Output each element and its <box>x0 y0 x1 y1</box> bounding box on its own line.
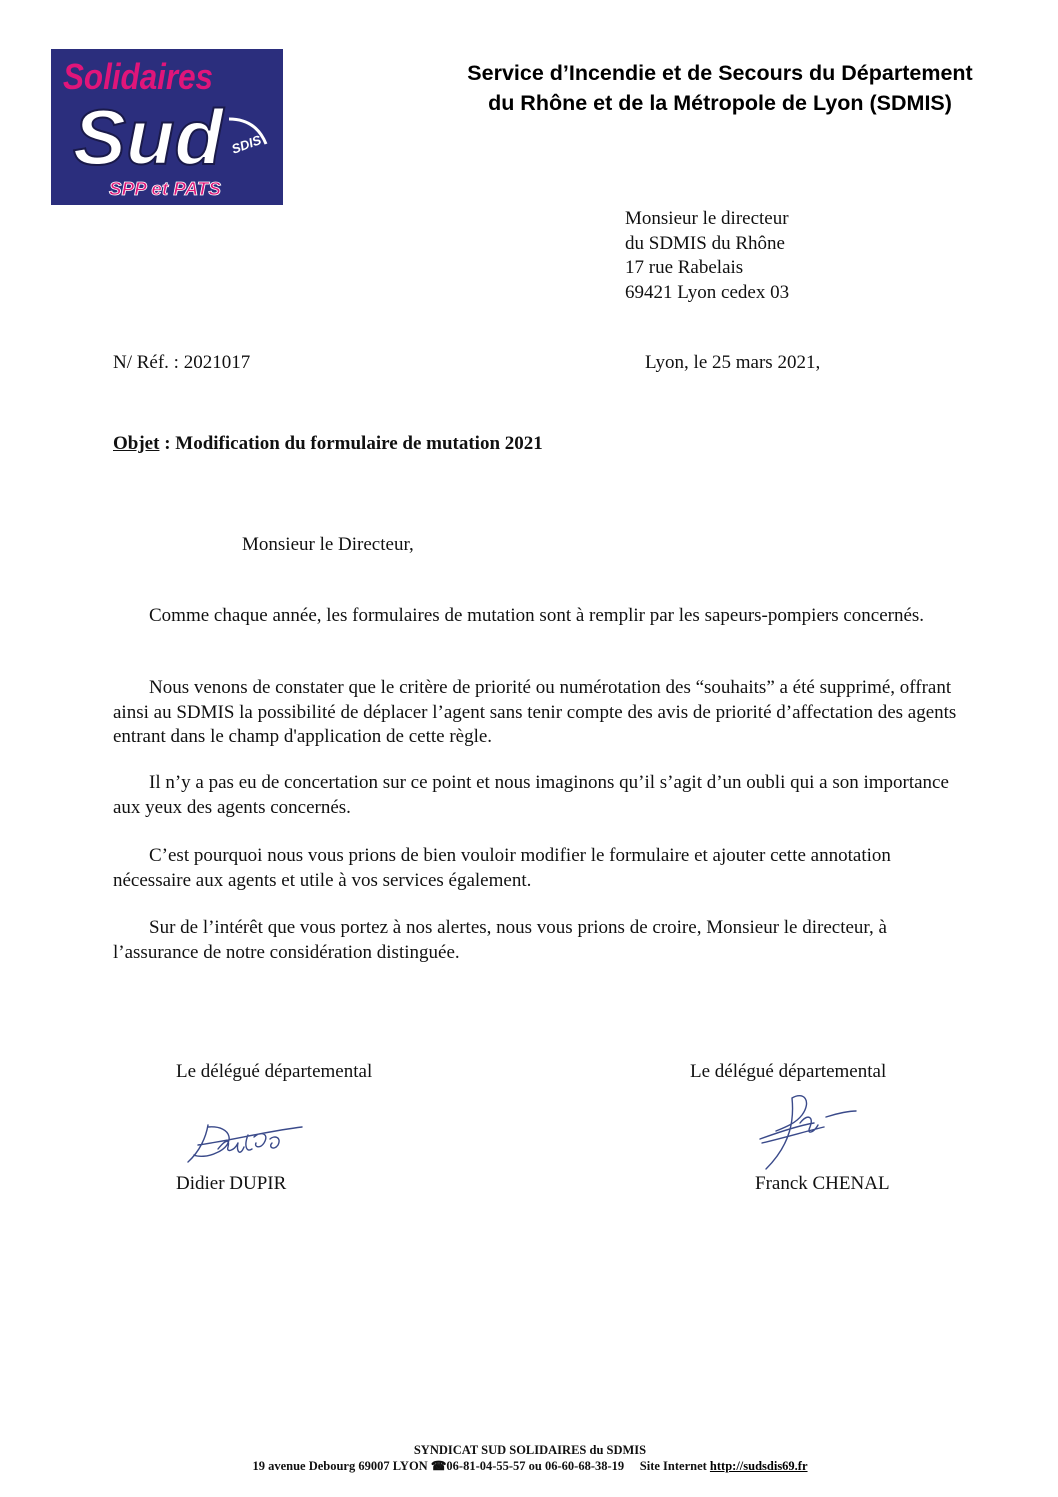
website-link[interactable]: http://sudsdis69.fr <box>709 1459 808 1473</box>
sud-logo-graphic <box>51 49 283 205</box>
subject-line <box>113 433 543 455</box>
body-paragraph: C’est pourquoi nous vous prions de bien vouloir modifier le formulaire et ajouter cette annotation nécessaire aux agents et utile à vos services également. <box>113 845 891 891</box>
recipient-line: Monsieur le directeur <box>625 208 789 229</box>
body-paragraph: Sur de l’intérêt que vous portez à nos alertes, nous vous prions de croire, Monsieur le directeur, à l’assurance de notre considération distinguée. <box>113 917 887 963</box>
footer-phones: 06-81-04-55-57 ou 06-60-68-38-19 <box>446 1459 625 1473</box>
logo-sud-text: Sud <box>73 93 225 181</box>
footer-site-label: Site Internet <box>639 1459 710 1473</box>
salutation: Monsieur le Directeur, <box>242 534 414 555</box>
signatory-name-left: Didier DUPIR <box>176 1173 287 1194</box>
footer-contact-line <box>100 1458 960 1474</box>
logo-solidaires-text: Solidaires <box>63 56 213 97</box>
recipient-line: 17 rue Rabelais <box>625 257 744 278</box>
recipient-line: 69421 Lyon cedex 03 <box>625 281 790 303</box>
body-paragraph: Nous venons de constater que le critère de priorité ou numérotation des “souhaits” a été supprimé, offrant ainsi au SDMIS la possibilité de déplacer l’agent sans tenir compte des avis de priorité d’affectation des agents entrant dans le champ d'application de cette règle. <box>113 677 957 747</box>
handwritten-signature-left <box>178 1117 308 1177</box>
handwritten-signature-right <box>752 1083 862 1178</box>
reference-number: N/ Réf. : 2021017 <box>113 352 251 373</box>
header-line-1: Service d’Incendie et de Secours du Département <box>467 61 973 85</box>
signatory-title-right: Le délégué départemental <box>690 1061 887 1082</box>
letter-date: Lyon, le 25 mars 2021, <box>645 352 821 373</box>
signatory-title-left: Le délégué départemental <box>176 1061 373 1082</box>
organization-header <box>440 58 1000 118</box>
page-footer <box>100 1442 960 1474</box>
recipient-address <box>625 207 789 305</box>
recipient-line: du SDMIS du Rhône <box>625 232 785 254</box>
footer-union-name: SYNDICAT SUD SOLIDAIRES du SDMIS <box>413 1443 647 1457</box>
union-logo <box>51 49 283 205</box>
header-line-2: du Rhône et de la Métropole de Lyon (SDMIS) <box>488 91 952 115</box>
body-paragraph: Il n’y a pas eu de concertation sur ce point et nous imaginons qu’il s’agit d’un oubli qui a son importance aux yeux des agents concernés. <box>113 772 949 818</box>
logo-spp-pats-text: SPP et PATS <box>109 179 221 199</box>
signatory-name-right: Franck CHENAL <box>755 1173 890 1194</box>
footer-address: 19 avenue Debourg 69007 LYON <box>252 1459 431 1473</box>
subject-text: : Modification du formulaire de mutation 2021 <box>159 433 543 454</box>
phone-icon: ☎ <box>430 1459 447 1473</box>
body-paragraph: Comme chaque année, les formulaires de mutation sont à remplir par les sapeurs-pompiers concernés. <box>149 605 925 626</box>
logo-sdis-badge: SDIS <box>229 132 264 157</box>
subject-label: Objet <box>113 433 160 454</box>
